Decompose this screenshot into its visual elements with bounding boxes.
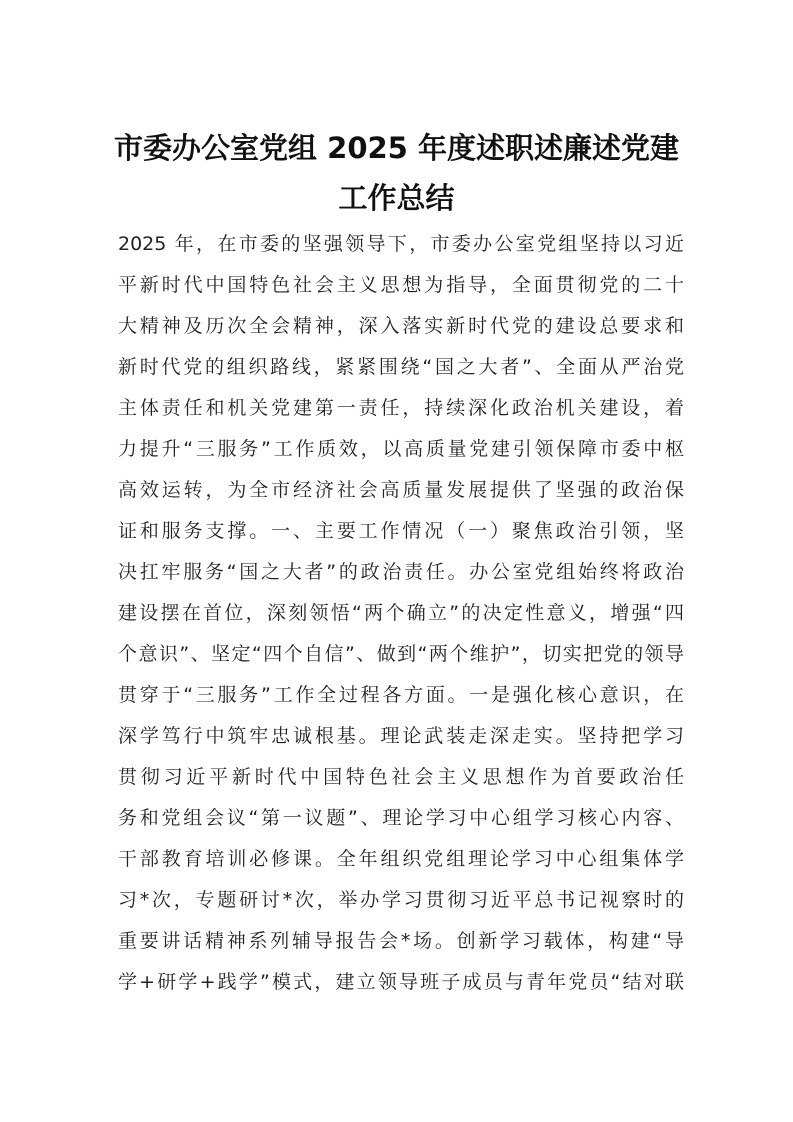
body-line: 平新时代中国特色社会主义思想为指导，全面贯彻党的二十 xyxy=(118,274,684,296)
body-line: 学+研学+践学”模式，建立领导班子成员与青年党员“结对联 xyxy=(118,971,684,993)
body-line: 个意识”、坚定“四个自信”、做到“两个维护”，切实把党的领导 xyxy=(118,643,684,665)
body-line: 建设摆在首位，深刻领悟“两个确立”的决定性意义，增强“四 xyxy=(118,602,684,624)
body-line: 2025 年，在市委的坚强领导下，市委办公室党组坚持以习近 xyxy=(118,233,684,255)
body-line: 习*次，专题研讨*次，举办学习贯彻习近平总书记视察时的 xyxy=(118,889,684,911)
document-title-line-2: 工作总结 xyxy=(338,181,455,215)
body-line: 重要讲话精神系列辅导报告会*场。创新学习载体，构建“导 xyxy=(118,930,684,952)
body-line: 新时代党的组织路线，紧紧围绕“国之大者”、全面从严治党 xyxy=(118,356,684,378)
document-title-line-1: 市委办公室党组 2025 年度述职述廉述党建 xyxy=(114,131,679,165)
body-line: 贯穿于“三服务”工作全过程各方面。一是强化核心意识，在 xyxy=(118,684,684,706)
body-line: 证和服务支撑。一、主要工作情况（一）聚焦政治引领，坚 xyxy=(118,520,684,542)
body-line: 力提升“三服务”工作质效，以高质量党建引领保障市委中枢 xyxy=(118,438,684,460)
body-line: 大精神及历次全会精神，深入落实新时代党的建设总要求和 xyxy=(118,315,684,337)
body-line: 干部教育培训必修课。全年组织党组理论学习中心组集体学 xyxy=(118,848,684,870)
body-line: 主体责任和机关党建第一责任，持续深化政治机关建设，着 xyxy=(118,397,684,419)
body-line: 深学笃行中筑牢忠诚根基。理论武装走深走实。坚持把学习 xyxy=(118,725,684,747)
document-body xyxy=(118,224,684,1003)
body-line: 决扛牢服务“国之大者”的政治责任。办公室党组始终将政治 xyxy=(118,561,684,583)
body-line: 贯彻习近平新时代中国特色社会主义思想作为首要政治任 xyxy=(118,766,684,788)
body-line: 务和党组会议“第一议题”、理论学习中心组学习核心内容、 xyxy=(118,807,684,829)
body-line: 高效运转，为全市经济社会高质量发展提供了坚强的政治保 xyxy=(118,479,684,501)
